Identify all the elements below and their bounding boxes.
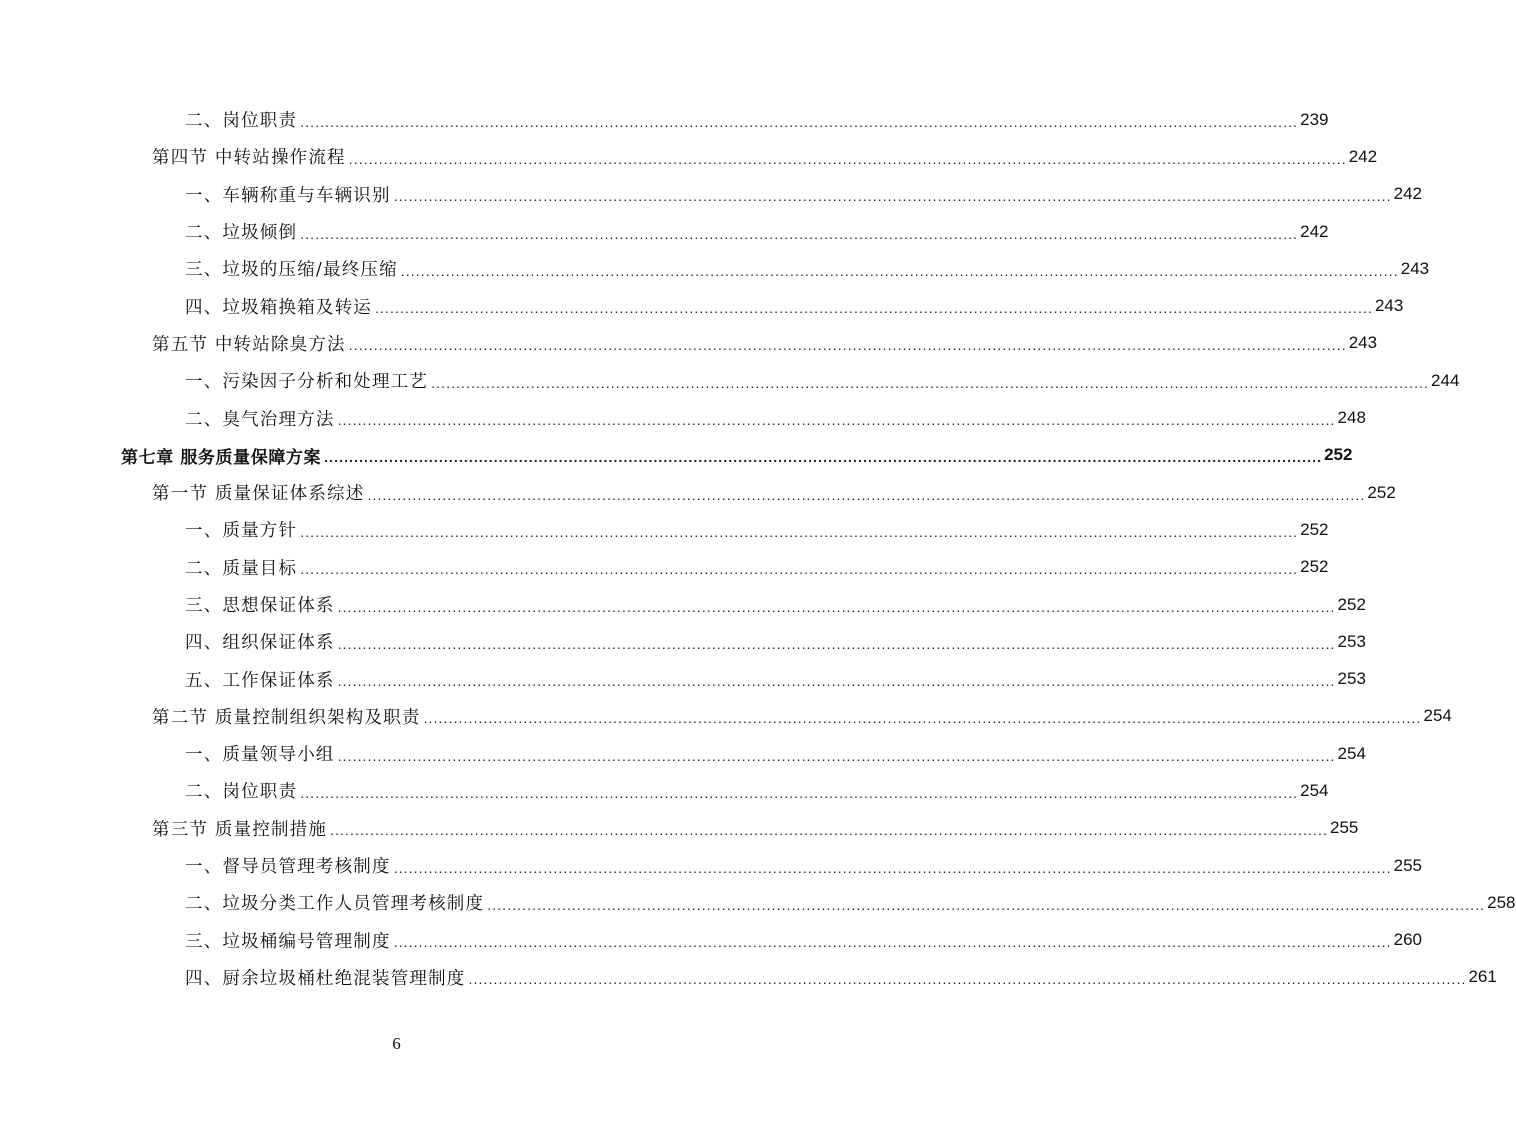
toc-leader-dots: ........................................................................................................................................................................................................ bbox=[423, 710, 1422, 727]
toc-entry-label: 四、组织保证体系 bbox=[185, 633, 335, 654]
toc-entry[interactable] bbox=[0, 586, 1366, 623]
toc-entry-label: 一、污染因子分析和处理工艺 bbox=[185, 372, 429, 393]
toc-entry[interactable] bbox=[0, 698, 1452, 735]
toc-entry-label: 一、督导员管理考核制度 bbox=[185, 857, 391, 878]
toc-leader-dots: ........................................................................................................................................................................................................ bbox=[337, 412, 1336, 429]
toc-entry-page: 242 bbox=[1348, 146, 1378, 166]
toc-entry-page: 243 bbox=[1348, 333, 1378, 353]
toc-entry[interactable] bbox=[0, 138, 1378, 175]
toc-entry-page: 254 bbox=[1300, 780, 1329, 800]
toc-leader-dots: ........................................................................................................................................................................................................ bbox=[337, 598, 1336, 615]
toc-leader-dots: ........................................................................................................................................................................................................ bbox=[393, 859, 1392, 876]
toc-leader-dots: ........................................................................................................................................................................................................ bbox=[300, 113, 1299, 130]
toc-leader-dots: ........................................................................................................................................................................................................ bbox=[367, 486, 1366, 503]
toc-entry-page: 252 bbox=[1300, 557, 1329, 577]
toc-leader-dots: ........................................................................................................................................................................................................ bbox=[468, 971, 1467, 988]
toc-entry-page: 261 bbox=[1468, 967, 1497, 987]
toc-entry-page: 260 bbox=[1393, 930, 1423, 950]
toc-leader-dots: ........................................................................................................................................................................................................ bbox=[324, 449, 1323, 466]
toc-entry-page: 252 bbox=[1300, 519, 1329, 539]
toc-entry-label: 一、质量领导小组 bbox=[185, 745, 335, 766]
toc-entry[interactable] bbox=[0, 101, 1329, 138]
toc-entry[interactable] bbox=[0, 735, 1366, 772]
toc-leader-dots: ........................................................................................................................................................................................................ bbox=[337, 673, 1336, 690]
toc-entry-label: 二、垃圾倾倒 bbox=[185, 223, 298, 244]
toc-entry-label: 四、厨余垃圾桶杜绝混装管理制度 bbox=[185, 968, 466, 989]
table-of-contents bbox=[0, 101, 1516, 996]
toc-entry[interactable] bbox=[0, 511, 1329, 548]
toc-entry-label: 第二节 质量控制组织架构及职责 bbox=[152, 707, 421, 728]
toc-leader-dots: ........................................................................................................................................................................................................ bbox=[393, 188, 1392, 205]
toc-entry-label: 二、岗位职责 bbox=[185, 782, 298, 803]
toc-leader-dots: ........................................................................................................................................................................................................ bbox=[348, 337, 1347, 354]
toc-leader-dots: ........................................................................................................................................................................................................ bbox=[400, 262, 1399, 279]
toc-entry[interactable] bbox=[0, 549, 1329, 586]
toc-chapter-entry[interactable] bbox=[0, 437, 1353, 474]
toc-entry-label: 三、垃圾的压缩/最终压缩 bbox=[185, 260, 398, 281]
toc-entry-label: 二、岗位职责 bbox=[185, 111, 298, 132]
toc-leader-dots: ........................................................................................................................................................................................................ bbox=[330, 822, 1328, 839]
toc-entry-label: 五、工作保证体系 bbox=[185, 670, 335, 691]
toc-entry-page: 242 bbox=[1300, 221, 1329, 241]
toc-entry[interactable] bbox=[0, 847, 1423, 884]
toc-entry-label: 一、质量方针 bbox=[185, 521, 298, 542]
toc-entry-page: 255 bbox=[1393, 855, 1423, 875]
toc-entry-page: 258 bbox=[1487, 892, 1516, 912]
toc-leader-dots: ........................................................................................................................................................................................................ bbox=[300, 784, 1299, 801]
toc-entry[interactable] bbox=[0, 362, 1460, 399]
toc-leader-dots: ........................................................................................................................................................................................................ bbox=[300, 523, 1299, 540]
toc-leader-dots: ........................................................................................................................................................................................................ bbox=[487, 896, 1486, 913]
toc-entry-label: 三、垃圾桶编号管理制度 bbox=[185, 931, 391, 952]
toc-leader-dots: ........................................................................................................................................................................................................ bbox=[337, 747, 1336, 764]
toc-entry-label: 第三节 质量控制措施 bbox=[152, 819, 328, 840]
toc-entry-page: 254 bbox=[1423, 706, 1452, 726]
page-number: 6 bbox=[392, 1034, 401, 1053]
toc-entry-label: 第七章 服务质量保障方案 bbox=[121, 447, 322, 468]
toc-entry[interactable] bbox=[0, 922, 1423, 959]
toc-leader-dots: ........................................................................................................................................................................................................ bbox=[431, 374, 1430, 391]
toc-leader-dots: ........................................................................................................................................................................................................ bbox=[337, 635, 1336, 652]
toc-entry-label: 二、质量目标 bbox=[185, 558, 298, 579]
toc-entry-label: 三、思想保证体系 bbox=[185, 596, 335, 616]
toc-entry-page: 244 bbox=[1431, 370, 1460, 390]
toc-entry[interactable] bbox=[0, 213, 1329, 250]
toc-entry-label: 二、垃圾分类工作人员管理考核制度 bbox=[185, 894, 485, 915]
toc-entry[interactable] bbox=[0, 959, 1497, 996]
toc-entry[interactable] bbox=[0, 660, 1366, 697]
toc-entry-page: 252 bbox=[1367, 482, 1396, 502]
toc-entry-label: 第一节 质量保证体系综述 bbox=[152, 484, 365, 505]
toc-entry-page: 255 bbox=[1330, 818, 1359, 838]
toc-entry-page: 243 bbox=[1374, 296, 1404, 316]
toc-entry[interactable] bbox=[0, 810, 1359, 847]
toc-entry-page: 248 bbox=[1337, 408, 1366, 428]
toc-entry-page: 242 bbox=[1393, 184, 1423, 204]
toc-entry-label: 第四节 中转站操作流程 bbox=[152, 148, 346, 169]
toc-leader-dots: ........................................................................................................................................................................................................ bbox=[393, 934, 1392, 951]
toc-entry-page: 254 bbox=[1337, 743, 1366, 763]
toc-entry-page: 243 bbox=[1400, 258, 1430, 278]
toc-leader-dots: ........................................................................................................................................................................................................ bbox=[348, 150, 1347, 167]
toc-entry[interactable] bbox=[0, 250, 1430, 287]
toc-entry-label: 二、臭气治理方法 bbox=[185, 409, 335, 430]
toc-entry[interactable] bbox=[0, 623, 1366, 660]
toc-entry-page: 252 bbox=[1324, 445, 1353, 465]
toc-leader-dots: ........................................................................................................................................................................................................ bbox=[375, 300, 1373, 317]
toc-entry[interactable] bbox=[0, 474, 1396, 511]
toc-entry[interactable] bbox=[0, 772, 1329, 809]
toc-entry-page: 253 bbox=[1337, 631, 1366, 651]
toc-entry-page: 252 bbox=[1337, 594, 1366, 614]
toc-entry[interactable] bbox=[0, 176, 1423, 213]
toc-entry[interactable] bbox=[0, 884, 1516, 921]
toc-entry[interactable] bbox=[0, 287, 1404, 324]
toc-entry[interactable] bbox=[0, 325, 1378, 362]
toc-leader-dots: ........................................................................................................................................................................................................ bbox=[300, 561, 1299, 578]
toc-entry-label: 一、车辆称重与车辆识别 bbox=[185, 185, 391, 206]
toc-leader-dots: ........................................................................................................................................................................................................ bbox=[300, 225, 1299, 242]
toc-entry-page: 239 bbox=[1300, 109, 1329, 129]
toc-entry[interactable] bbox=[0, 399, 1366, 436]
toc-entry-label: 四、垃圾箱换箱及转运 bbox=[185, 297, 372, 318]
toc-entry-page: 253 bbox=[1337, 669, 1366, 689]
toc-entry-label: 第五节 中转站除臭方法 bbox=[152, 334, 346, 355]
